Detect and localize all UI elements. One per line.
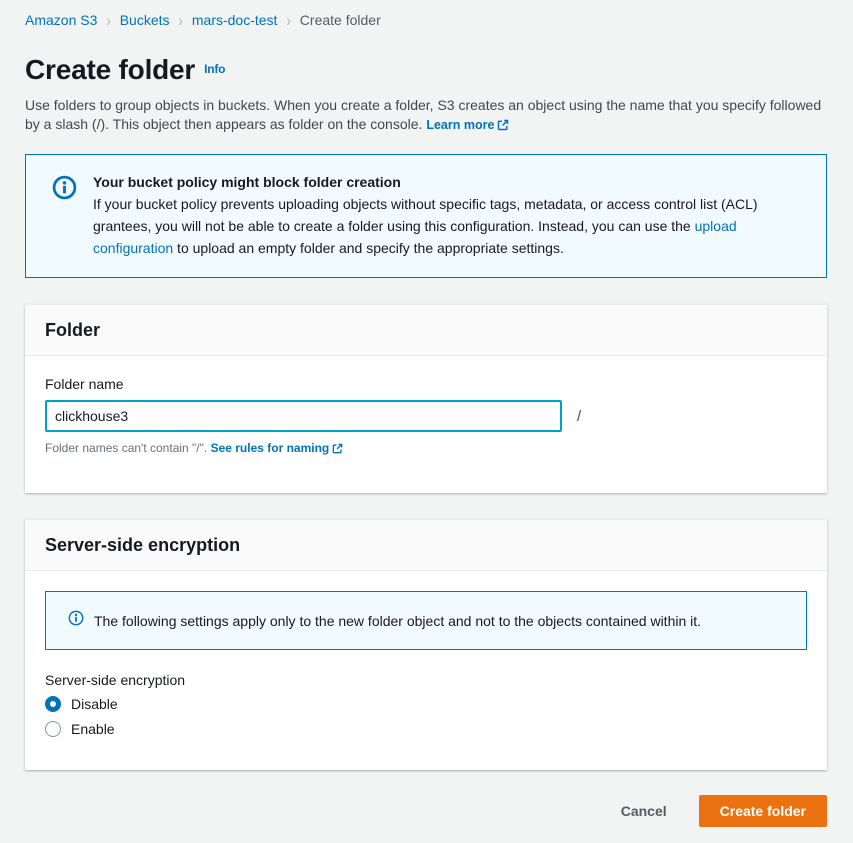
radio-option-label: Enable <box>71 721 115 737</box>
breadcrumb-separator-icon: › <box>106 10 111 30</box>
folder-section <box>25 304 827 493</box>
radio-selected-icon[interactable] <box>45 696 61 712</box>
breadcrumb-amazon-s3[interactable]: Amazon S3 <box>25 12 98 28</box>
folder-name-row <box>45 400 807 432</box>
folder-section-header <box>25 305 827 356</box>
breadcrumb-separator-icon: › <box>178 10 183 30</box>
form-actions <box>25 795 827 827</box>
info-circle-icon <box>68 610 84 631</box>
breadcrumb-bucket-name[interactable]: mars-doc-test <box>191 12 278 28</box>
page-title: Create folder $^{Info}$ <box>25 54 226 85</box>
bucket-policy-alert <box>25 154 827 278</box>
breadcrumb-separator-icon: › <box>286 10 291 30</box>
radio-unselected-icon[interactable] <box>45 721 61 737</box>
create-folder-button[interactable]: Create folder <box>699 795 827 827</box>
radio-option-enable[interactable] <box>45 721 807 737</box>
alert-title: Your bucket policy might block folder creation <box>93 174 401 190</box>
encryption-section-header <box>25 520 827 571</box>
info-circle-icon <box>52 175 77 205</box>
encryption-section <box>25 519 827 770</box>
breadcrumb <box>25 10 827 28</box>
breadcrumb-buckets[interactable]: Buckets <box>119 12 170 28</box>
radio-option-disable[interactable] <box>45 696 807 712</box>
folder-name-label: Folder name <box>45 376 124 392</box>
cancel-button[interactable]: Cancel <box>611 795 677 827</box>
encryption-info-text: The following settings apply only to the new folder object and not to the objects contained within it. <box>94 612 702 629</box>
radio-option-label: Disable <box>71 696 118 712</box>
folder-name-input[interactable] <box>45 400 562 432</box>
alert-body: If your bucket policy prevents uploading objects without specific tags, metadata, or access control list (ACL) grantees, you will not be able to create a folder using this configuration. Instead, you can use the upload configuration to upload an empty folder and specify the appropriate settings. <box>93 196 758 256</box>
external-link-icon <box>497 118 509 137</box>
learn-more-link[interactable]: Learn more <box>426 118 509 132</box>
breadcrumb-current-page: Create folder <box>299 12 381 28</box>
folder-name-helper: Folder names can't contain "/". See rules for naming <box>45 441 807 457</box>
alert-content <box>93 171 783 259</box>
info-link[interactable]: Info <box>204 62 226 76</box>
folder-name-suffix: / <box>577 407 582 425</box>
folder-section-body <box>25 356 827 493</box>
external-link-icon <box>332 443 343 457</box>
encryption-section-body <box>25 571 827 770</box>
encryption-info-box <box>45 591 807 650</box>
page-description: Use folders to group objects in buckets. When you create a folder, S3 creates an object using the name that you specify followed by a slash (/). This object then appears as folder on the console. Learn more <box>25 96 827 137</box>
folder-section-title: Folder <box>45 320 101 340</box>
encryption-radio-group-label: Server-side encryption <box>45 672 186 688</box>
encryption-section-title: Server-side encryption <box>45 535 241 555</box>
naming-rules-link[interactable]: See rules for naming <box>211 441 344 455</box>
upload-configuration-link[interactable]: upload configuration <box>93 218 737 256</box>
